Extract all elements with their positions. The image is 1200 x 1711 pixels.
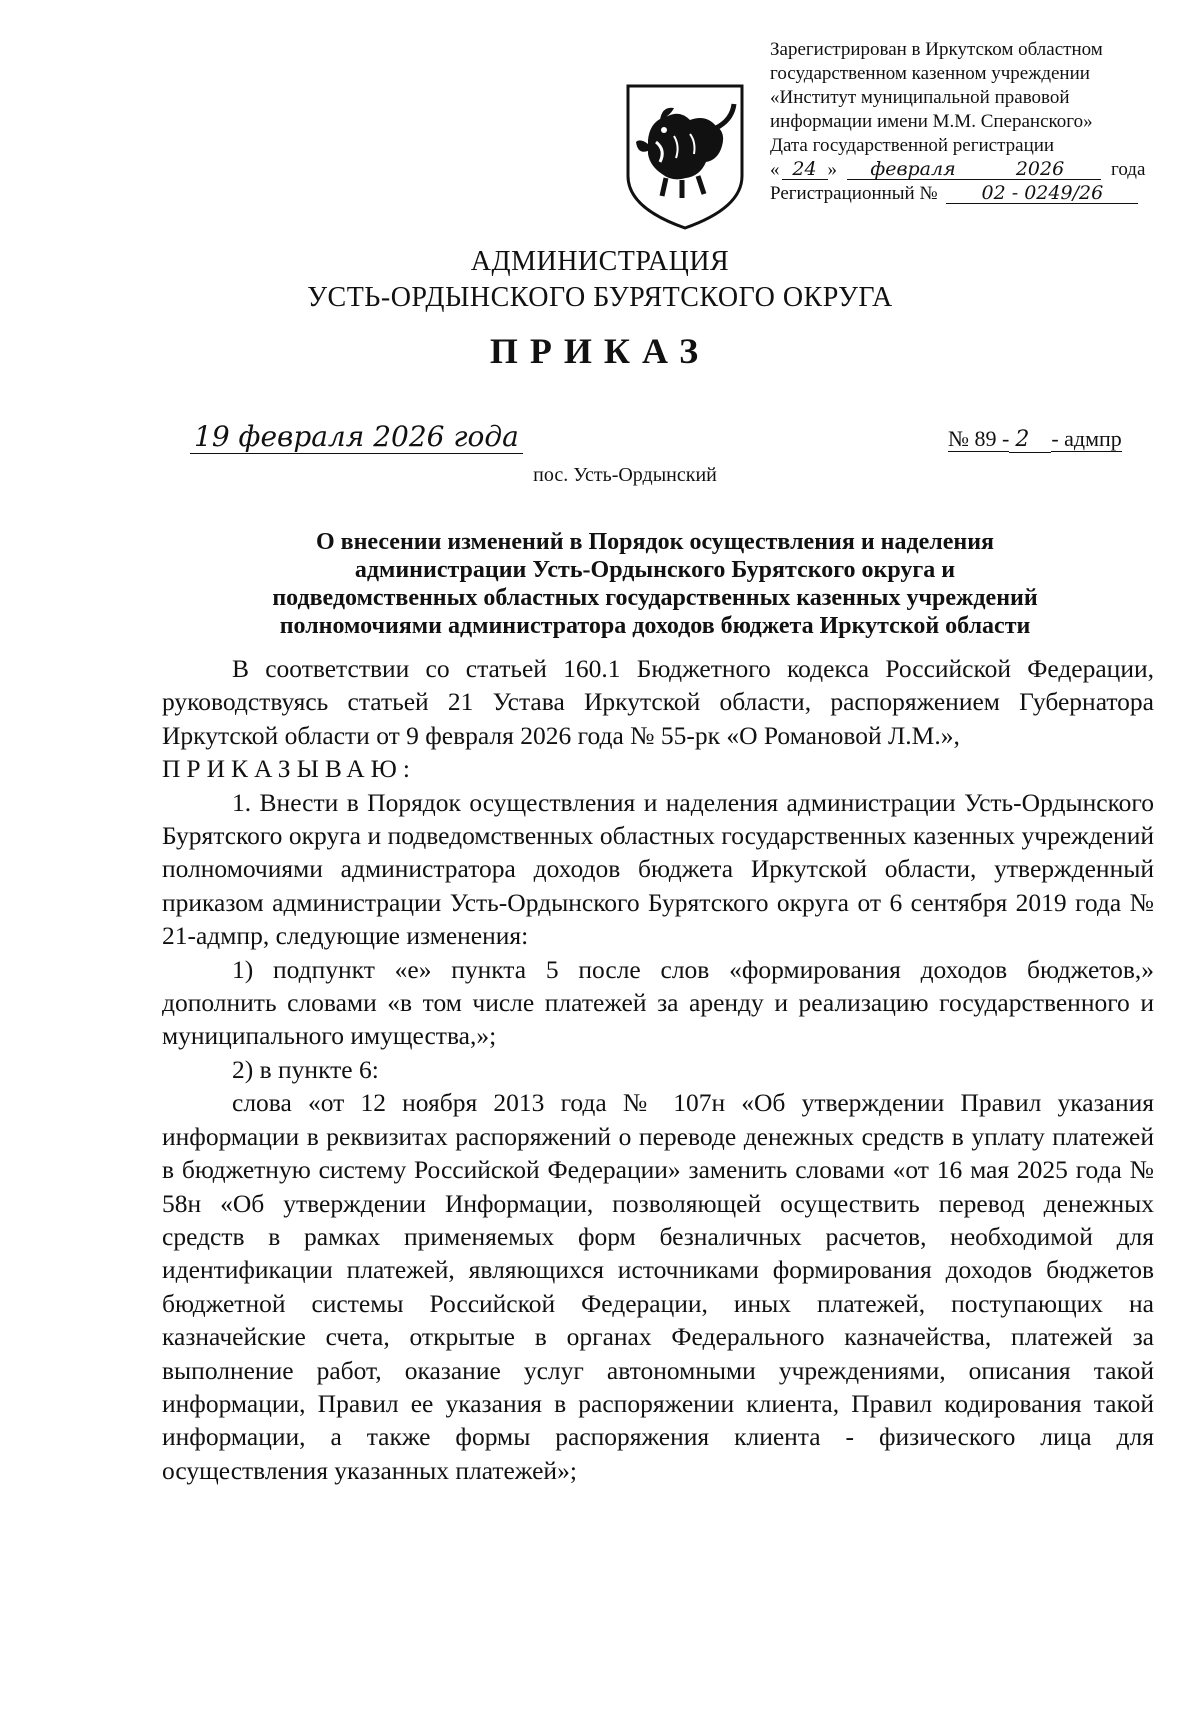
registration-stamp bbox=[770, 38, 1150, 206]
registration-date-year: 2026 bbox=[979, 159, 1101, 180]
registration-number-value: 02 - 0249/26 bbox=[946, 183, 1138, 204]
order-number bbox=[948, 426, 1122, 452]
registration-date-quote-open: « bbox=[770, 159, 780, 180]
order-subject bbox=[160, 528, 1150, 640]
subject-line-4: полномочиями администратора доходов бюджета Иркутской области bbox=[279, 613, 1031, 639]
document-type-title: ПРИКАЗ bbox=[489, 331, 711, 371]
order-word: ПРИКАЗЫВАЮ: bbox=[162, 754, 416, 784]
registration-date-suffix: года bbox=[1111, 159, 1146, 180]
subitem-2-paragraph: слова «от 12 ноября 2013 года № 107н «Об утверждении Правил указания информации в реквизитах распоряжений о переводе денежных средств в уплату платежей в бюджетную систему Российской Федерации» заменить словами «от 16 мая 2025 года № 58н «Об утверждении Информации, позволяющей осуществить перевод денежных средств в рамках применяемых форм безналичных расчетов, необходимой для идентификации платежей, являющихся источниками формирования доходов бюджетов бюджетной системы Российской Федерации, иных платежей, поступающих на казначейские счета, открытые в органах Федерального казначейства, платежей за выполнение работ, оказание услуг автономными учреждениями, описания такой информации, Правил ее указания в распоряжении клиента, Правил кодирования такой информации, а также формы распоряжения клиента - физического лица для осуществления указанных платежей»; bbox=[162, 1088, 1154, 1485]
registration-line-5: Дата государственной регистрации bbox=[770, 135, 1055, 156]
registration-date-month: февраля bbox=[847, 159, 979, 180]
registration-line-1: Зарегистрирован в Иркутском областном bbox=[770, 39, 1103, 60]
irkutsk-coat-of-arms-icon bbox=[620, 80, 750, 232]
order-number-prefix: № 89 - bbox=[948, 426, 1010, 451]
registration-date-day: 24 bbox=[782, 159, 828, 180]
organization-name-line-2: УСТЬ-ОРДЫНСКОГО БУРЯТСКОГО ОКРУГА bbox=[307, 282, 893, 313]
order-number-handwritten: 2 bbox=[1009, 427, 1051, 453]
subject-line-2: администрации Усть-Ордынского Бурятского округа и bbox=[354, 557, 956, 583]
preamble-paragraph: В соответствии со статьей 160.1 Бюджетного кодекса Российской Федерации, руководствуясь статьей 21 Устава Иркутской области, распоряжением Губернатора Иркутской области от 9 февраля 2026 года № 55-рк «О Романовой Л.М.», bbox=[162, 654, 1154, 750]
registration-line-4: информации имени М.М. Сперанского» bbox=[770, 111, 1093, 132]
subitem-1-paragraph: 1) подпункт «е» пункта 5 после слов «формирования доходов бюджетов,» дополнить словами «в том числе платежей за аренду и реализацию государственного и муниципального имущества,»; bbox=[162, 954, 1154, 1051]
item-1-paragraph: 1. Внести в Порядок осуществления и наделения администрации Усть-Ордынского Бурятского округа и подведомственных областных государственных казенных учреждений полномочиями администратора доходов бюджета Иркутской области, утвержденный приказом администрации Усть-Ордынского Бурятского округа от 6 сентября 2019 года № 21-адмпр, следующие изменения: bbox=[162, 787, 1154, 951]
subject-line-1: О внесении изменений в Порядок осуществления и наделения bbox=[315, 529, 995, 555]
registration-date bbox=[770, 158, 1150, 182]
registration-line-3: «Институт муниципальной правовой bbox=[770, 87, 1070, 108]
order-number-suffix: - адмпр bbox=[1051, 426, 1122, 451]
registration-date-quote-close: » bbox=[827, 159, 837, 180]
order-date: 19 февраля 2026 года bbox=[190, 420, 523, 454]
order-place: пос. Усть-Ордынский bbox=[533, 464, 717, 486]
organization-name-line-1: АДМИНИСТРАЦИЯ bbox=[470, 246, 730, 277]
order-body bbox=[162, 652, 1154, 1487]
registration-line-2: государственном казенном учреждении bbox=[770, 63, 1090, 84]
subitem-2-heading: 2) в пункте 6: bbox=[232, 1054, 379, 1084]
registration-number bbox=[770, 182, 1150, 206]
registration-number-label: Регистрационный № bbox=[770, 183, 938, 204]
subject-line-3: подведомственных областных государственных казенных учреждений bbox=[272, 585, 1038, 611]
